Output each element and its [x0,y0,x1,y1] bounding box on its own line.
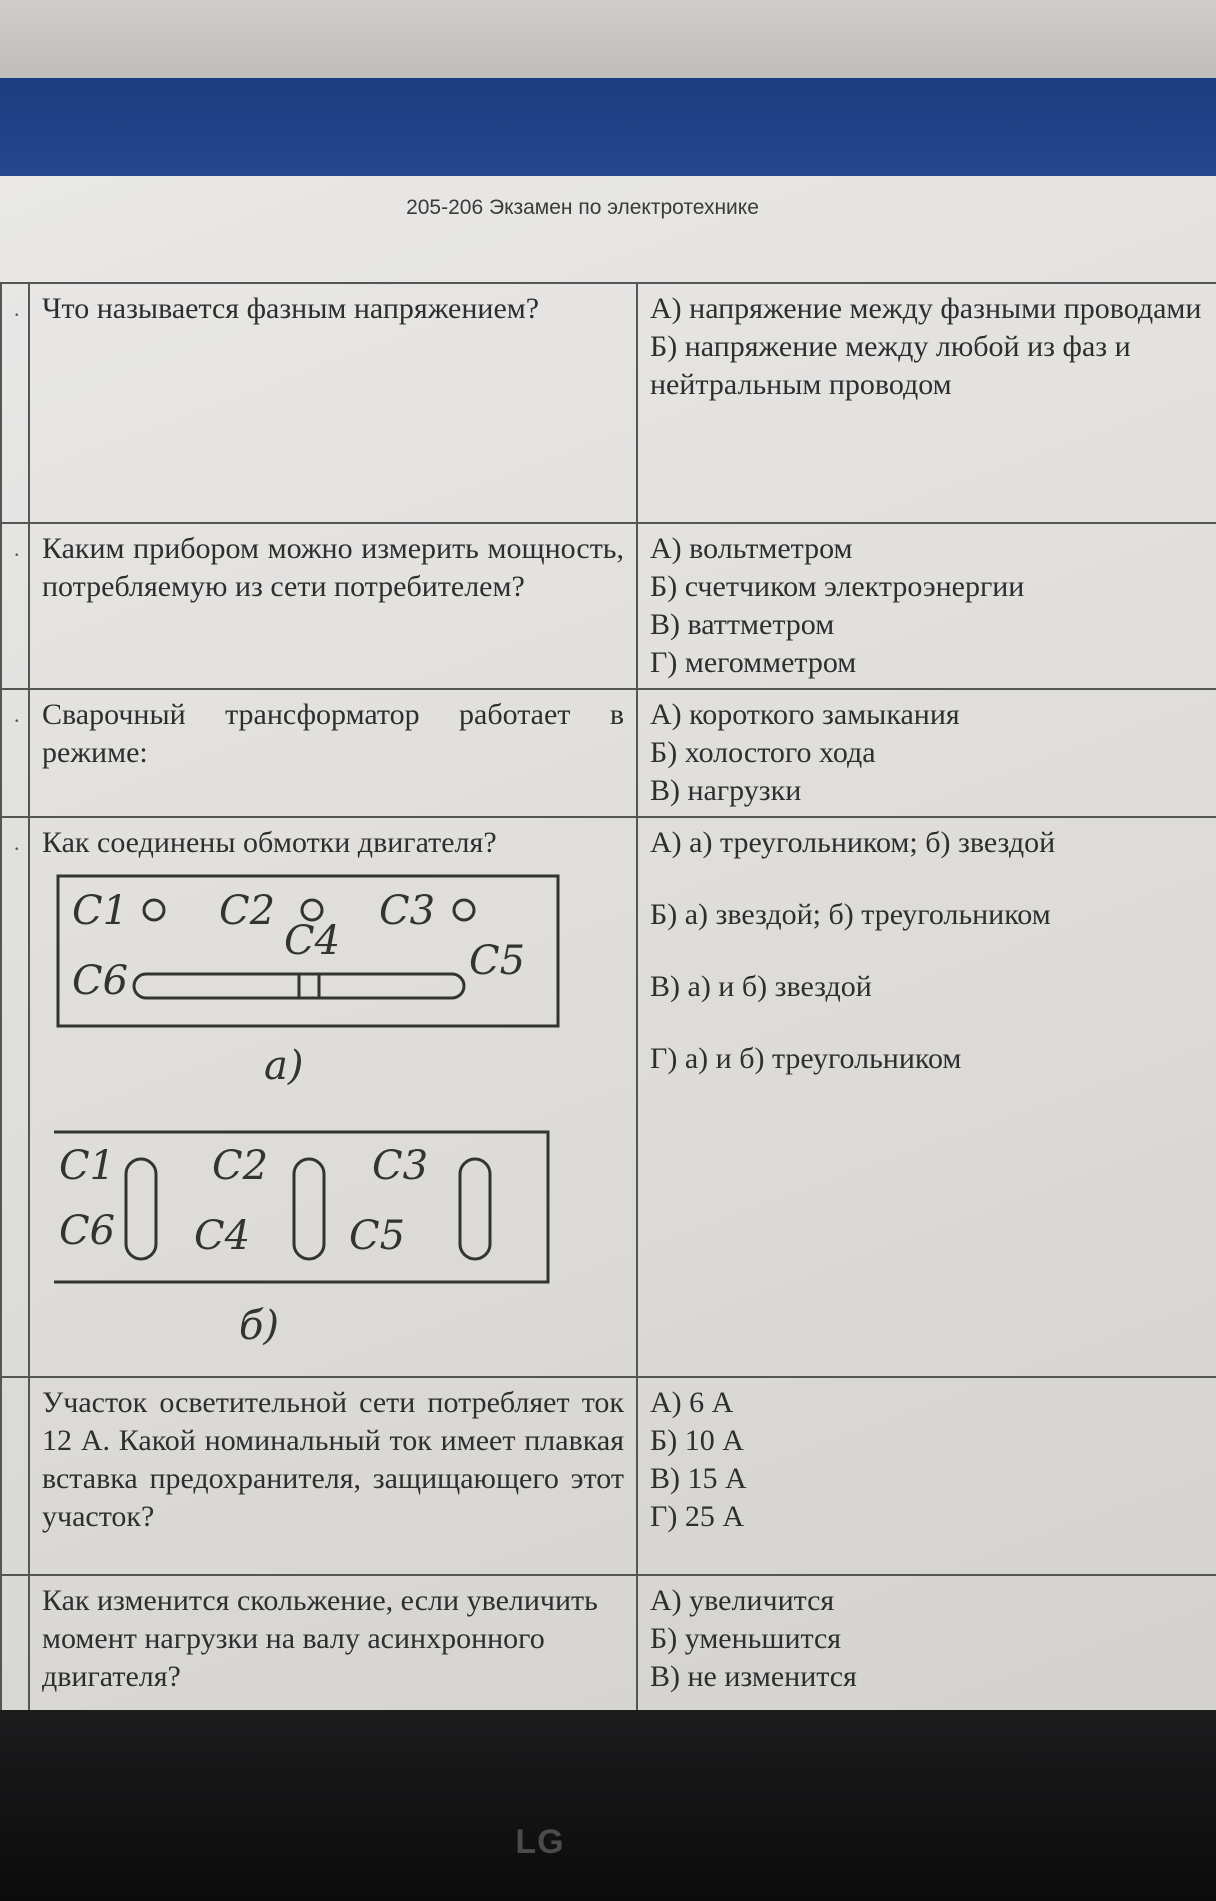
answer-option: Б) а) звездой; б) треугольником [650,898,1051,931]
table-row [1,1377,1216,1575]
answer-option: В) не изменится [650,1660,857,1693]
answer-option: А) а) треугольником; б) звездой [650,826,1056,859]
table-row [1,817,1216,1377]
terminal-label-b: C2 [212,1143,269,1189]
question-text: Сварочный трансформатор работает в режиме: [29,689,637,817]
terminal-label-a: C1 [72,888,129,934]
question-number: . [1,817,29,1377]
document-title: 205-206 Экзамен по электротехнике [406,196,759,219]
question-number: . [1,283,29,523]
terminal-a [454,900,474,920]
answer-option: Г) мегомметром [650,646,857,679]
document-header-band [0,78,1216,176]
question-number [1,1575,29,1725]
question-number [1,1377,29,1575]
exam-table [0,282,1216,1726]
answer-option: В) ваттметром [650,608,835,641]
diagram-caption-b: б) [239,1303,280,1349]
delta-bridge [294,1159,324,1259]
answer-option: А) увеличится [650,1584,835,1617]
terminal-label-b: C3 [372,1143,429,1189]
answer-cell [637,689,1216,817]
answer-option: Б) напряжение между любой из фаз и нейтральным проводом [650,330,1131,401]
table-row [1,1575,1216,1725]
answer-option: Б) уменьшится [650,1622,842,1655]
delta-bridge [460,1159,490,1259]
answer-option: Г) 25 А [650,1500,744,1533]
table-row [1,283,1216,523]
answer-cell [637,523,1216,689]
answer-option: А) 6 А [650,1386,734,1419]
question-cell [29,817,637,1377]
question-number: . [1,689,29,817]
terminal-label-a: C2 [219,888,276,934]
answer-option: Г) а) и б) треугольником [650,1042,962,1075]
terminal-label-a: C5 [469,938,526,984]
answer-option: Б) холостого хода [650,736,876,769]
terminal-label-a: C6 [72,958,129,1004]
answer-option: В) 15 А [650,1462,747,1495]
question-text: Как соединены обмотки двигателя? [42,826,497,859]
terminal-label-b: C5 [349,1213,406,1259]
terminal-label-b: C6 [59,1208,116,1254]
monitor-bottom-bezel [0,1710,1216,1901]
answer-option: В) нагрузки [650,774,802,807]
question-text: Что называется фазным напряжением? [29,283,637,523]
answer-option: Б) 10 А [650,1424,744,1457]
answer-cell [637,1377,1216,1575]
monitor-brand-logo: LG [515,1823,565,1861]
terminal-a [302,900,322,920]
terminal-label-b: C4 [194,1213,251,1259]
answer-option: А) напряжение между фазными проводами [650,292,1202,325]
answer-cell [637,283,1216,523]
terminal-label-a: C4 [284,918,341,964]
delta-bridge [126,1159,156,1259]
question-text: Участок осветительной сети потребляет ток 12 А. Какой номинальный ток имеет плавкая вставка предохранителя, защищающего этот участок? [29,1377,637,1575]
answer-option: В) а) и б) звездой [650,970,872,1003]
diagram-caption-a: а) [264,1043,304,1089]
table-row [1,523,1216,689]
motor-terminal-diagram [54,874,574,1354]
question-number: . [1,523,29,689]
answer-cell [637,1575,1216,1725]
answer-option: Б) счетчиком электроэнергии [650,570,1025,603]
answer-option: А) вольтметром [650,532,853,565]
terminal-label-a: C3 [379,888,436,934]
terminal-a [144,900,164,920]
table-row [1,689,1216,817]
question-text: Каким прибором можно измерить мощность, потребляемую из сети потребителем? [29,523,637,689]
question-text: Как изменится скольжение, если увеличить момент нагрузки на валу асинхронного двигателя? [29,1575,637,1725]
answer-option: А) короткого замыкания [650,698,960,731]
answer-cell [637,817,1216,1377]
monitor-top-bezel [0,0,1216,80]
terminal-label-b: C1 [59,1143,116,1189]
